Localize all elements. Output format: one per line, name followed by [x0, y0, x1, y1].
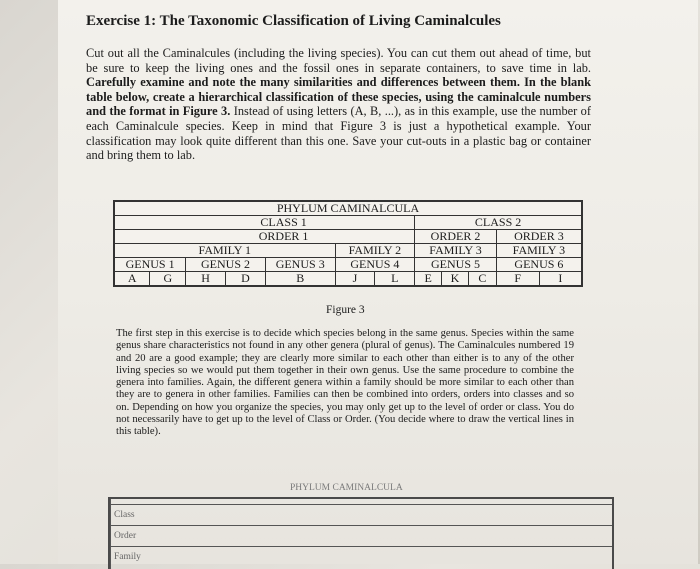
family-row	[114, 244, 582, 258]
exercise-title: Exercise 1: The Taxonomic Classification of Living Caminalcules	[86, 13, 501, 29]
species-cell: F	[496, 272, 539, 287]
intro-text-1: Cut out all the Caminalcules (including the living species). You can cut them out ahead of time, but be sure to keep the living ones and the fossil ones in separate containers, to save time in lab.	[86, 46, 591, 75]
genus-row	[114, 258, 582, 272]
species-cell: A	[114, 272, 150, 287]
blank-classification-table[interactable]	[108, 497, 614, 569]
intro-bold-text: Carefully examine and note the many similarities and differences between them. In the blank table below, create a hierarchical classification of these species, using the caminalcule numbers and the format in Figure 3.	[86, 75, 591, 119]
family-1-cell: FAMILY 1	[114, 244, 335, 258]
blank-table-title: PHYLUM CAMINALCULA	[290, 483, 403, 493]
order-row	[114, 230, 582, 244]
class-blank-row[interactable]	[110, 504, 612, 526]
figure-caption: Figure 3	[326, 304, 365, 316]
species-cell: E	[415, 272, 442, 287]
intro-text-2: Instead of using letters (A, B, ...), as in this example, use the number of each Caminalcule species. Keep in mind that Figure 3 is just a hypothetical example. Your classification may look quite different than this one. Save your cut-outs in a plastic bag or container and bring them to lab.	[86, 104, 592, 163]
order-blank-row[interactable]	[110, 525, 612, 547]
phylum-cell: PHYLUM CAMINALCULA	[114, 201, 582, 216]
family-2-cell: FAMILY 2	[335, 244, 415, 258]
class-row	[114, 216, 582, 230]
row-label-class: Class	[114, 510, 135, 520]
species-cell: H	[186, 272, 226, 287]
family-3-cell: FAMILY 3	[415, 244, 497, 258]
figure-3-table	[113, 200, 583, 287]
genus-4-cell: GENUS 4	[335, 258, 415, 272]
class-2-cell: CLASS 2	[415, 216, 582, 230]
row-label-order: Order	[114, 531, 137, 541]
species-cell: L	[375, 272, 415, 287]
genus-6-cell: GENUS 6	[496, 258, 582, 272]
species-cell: B	[265, 272, 335, 287]
species-cell: K	[442, 272, 469, 287]
species-cell: D	[226, 272, 266, 287]
class-1-cell: CLASS 1	[114, 216, 415, 230]
intro-paragraph	[86, 46, 591, 163]
genus-1-cell: GENUS 1	[114, 258, 186, 272]
family-3b-cell: FAMILY 3	[496, 244, 582, 258]
family-blank-row[interactable]	[110, 546, 612, 568]
order-1-cell: ORDER 1	[114, 230, 415, 244]
genus-3-cell: GENUS 3	[265, 258, 335, 272]
species-cell: C	[468, 272, 496, 287]
order-3-cell: ORDER 3	[496, 230, 582, 244]
species-cell: I	[539, 272, 582, 287]
order-2-cell: ORDER 2	[415, 230, 497, 244]
phylum-row	[114, 201, 582, 216]
species-cell: G	[150, 272, 186, 287]
genus-5-cell: GENUS 5	[415, 258, 497, 272]
species-row	[114, 272, 582, 287]
genus-2-cell: GENUS 2	[186, 258, 266, 272]
species-cell: J	[335, 272, 375, 287]
instructions-paragraph: The first step in this exercise is to decide which species belong in the same genus. Species within the same genus share characteristics not found in any other genera (plural of genus). The Caminalcules numbered 19 and 20 are a good example; they are clearly more similar to each other than either is to any of the other living species so we would put them together in their own genus. Use the same procedure to combine the genera into families. Again, the different genera within a family should be more similar to each other than they are to genera in other families. Families can then be combined into orders, orders into classes and so on. Depending on how you organize the species, you may only get up to the level of order or class. You do not necessarily have to get up to the level of Class or Order. (You decide where to draw the vertical lines in this table).	[116, 328, 574, 438]
row-label-family: Family	[114, 552, 141, 562]
